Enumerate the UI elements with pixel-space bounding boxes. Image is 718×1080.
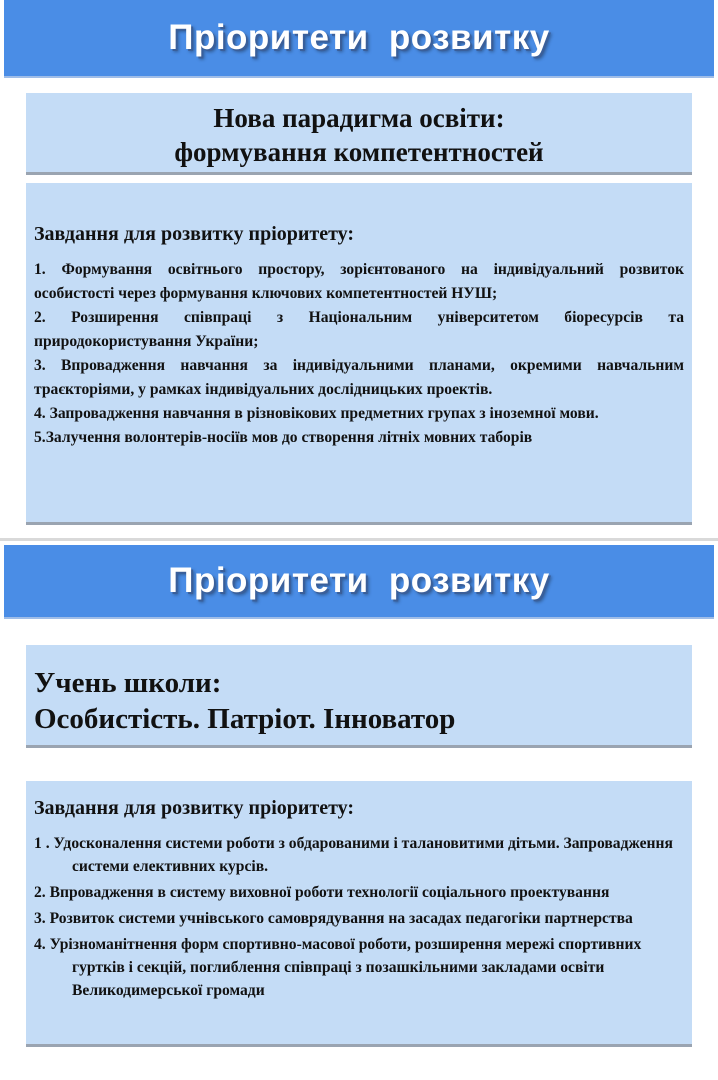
slide-2-header: [4, 545, 714, 619]
slide-1-subtitle-line-2: формування компетентностей: [174, 137, 544, 167]
slide-2-title: Пріоритети розвитку: [168, 561, 550, 600]
slide-1-tasks-box: [26, 183, 692, 525]
slide-1-title: Пріоритети розвитку: [168, 18, 550, 57]
task-item: 4. Запровадження навчання в різновікових предметних групах з іноземної мови.: [34, 405, 599, 422]
task-item: 3. Розвиток системи учнівського самоврядування на засадах педагогіки партнерства: [34, 910, 633, 927]
slide-2-subtitle-line-1: Учень школи:: [34, 667, 222, 699]
task-item: 2. Розширення співпраці з Національним університетом біоресурсів та природокористування України;: [34, 309, 684, 350]
slide-2: [0, 541, 718, 1080]
slide-1-subtitle-box: [26, 93, 692, 175]
slide-2-tasks-heading: Завдання для розвитку пріоритету:: [34, 797, 355, 819]
task-item: 1. Формування освітнього простору, зорієнтованого на індивідуальний розвиток особистості через формування ключових компетентностей НУШ;: [34, 261, 684, 302]
slide-1-header: [4, 0, 714, 78]
slide-1: [0, 0, 718, 538]
task-item: 4. Урізноманітнення форм спортивно-масової роботи, розширення мережі спортивних гуртків і секцій, поглиблення співпраці з позашкільними закладами освіти Великодимерської громади: [34, 936, 642, 999]
task-item: 1 . Удосконалення системи роботи з обдарованими і талановитими дітьми. Запровадження системи елективних курсів.: [34, 835, 673, 875]
slide-1-subtitle-line-1: Нова парадигма освіти:: [213, 103, 505, 133]
task-item: 2. Впровадження в систему виховної роботи технології соціального проектування: [34, 884, 610, 901]
slide-1-task-list: [34, 258, 684, 450]
slide-2-tasks-box: [26, 781, 692, 1047]
slide-2-task-list: [34, 832, 684, 1002]
task-item: 3. Впровадження навчання за індивідуальними планами, окремими навчальним траєкторіями, у рамках індивідуальних дослідницьких проектів.: [34, 357, 684, 398]
slide-1-tasks-heading: Завдання для розвитку пріоритету:: [34, 223, 355, 245]
slide-2-subtitle-box: [26, 645, 692, 748]
slide-2-subtitle-line-2: Особистість. Патріот. Інноватор: [34, 703, 456, 735]
task-item: 5.Залучення волонтерів-носіїв мов до створення літніх мовних таборів: [34, 429, 533, 446]
